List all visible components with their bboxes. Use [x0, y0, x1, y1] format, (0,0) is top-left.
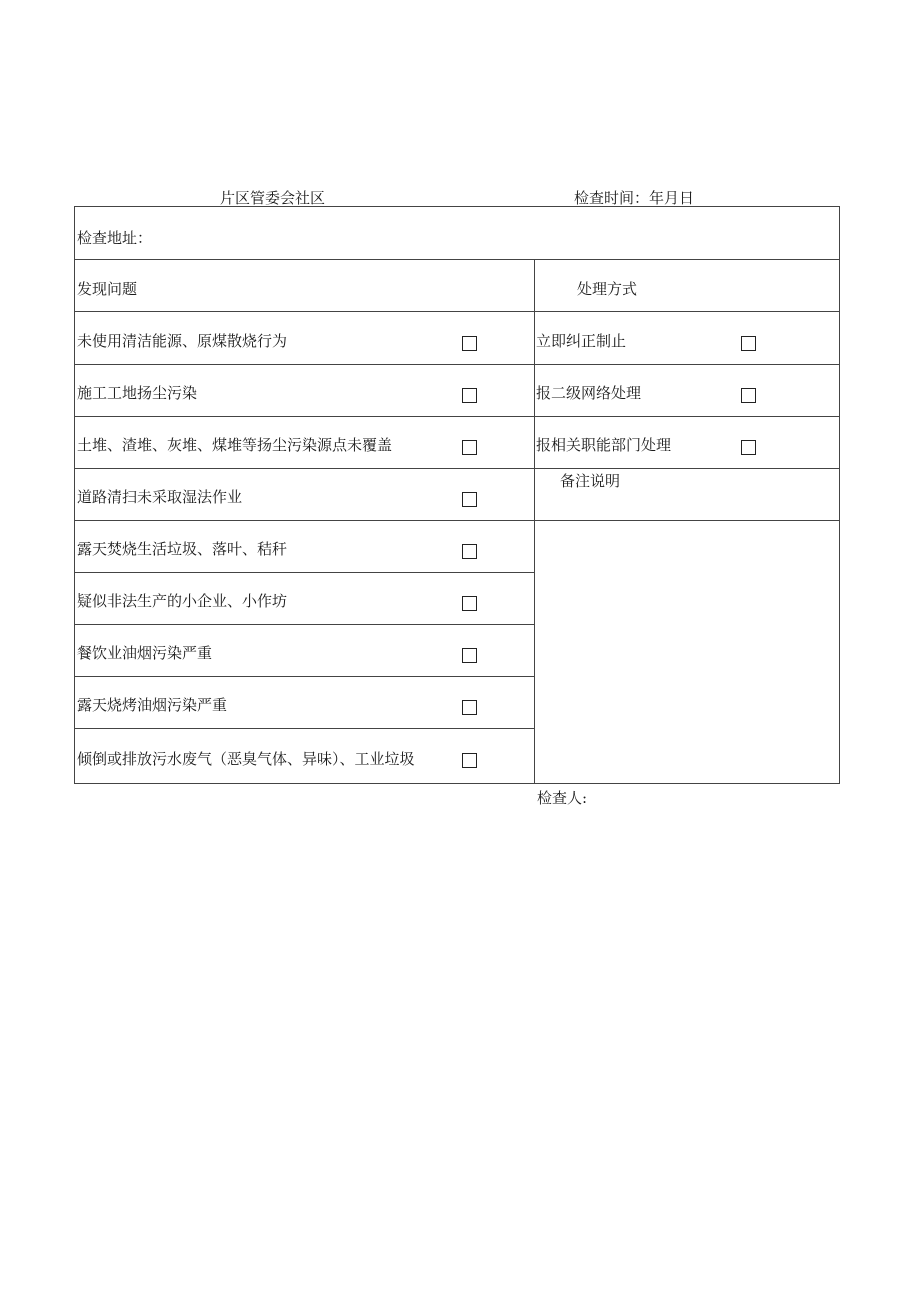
remarks-header: 备注说明	[560, 472, 621, 490]
row-divider	[75, 624, 534, 625]
row-divider	[75, 416, 839, 417]
problem-label: 露天焚烧生活垃圾、落叶、秸秆	[77, 540, 288, 558]
row-divider	[75, 572, 534, 573]
problem-label: 道路清扫未采取湿法作业	[77, 488, 243, 506]
row-divider	[75, 468, 839, 469]
handling-label: 报相关职能部门处理	[536, 436, 672, 454]
problem-label: 疑似非法生产的小企业、小作坊	[77, 592, 288, 610]
problem-label: 土堆、渣堆、灰堆、煤堆等扬尘污染源点未覆盖	[77, 436, 393, 454]
row-divider	[75, 728, 534, 729]
row-divider	[75, 676, 534, 677]
problem-label: 餐饮业油烟污染严重	[77, 644, 213, 662]
row-divider	[75, 311, 839, 312]
problem-checkbox[interactable]	[462, 388, 477, 403]
problem-checkbox[interactable]	[462, 336, 477, 351]
handling-label: 立即纠正制止	[536, 332, 627, 350]
problem-label: 未使用清洁能源、原煤散烧行为	[77, 332, 288, 350]
problem-label: 施工工地扬尘污染	[77, 384, 198, 402]
row-divider	[75, 364, 839, 365]
handling-label: 报二级网络处理	[536, 384, 642, 402]
problem-checkbox[interactable]	[462, 596, 477, 611]
problem-checkbox[interactable]	[462, 700, 477, 715]
inspection-form	[74, 206, 840, 784]
handling-checkbox[interactable]	[741, 440, 756, 455]
inspection-date-label: 检查时间：年月日	[574, 189, 695, 207]
problem-checkbox[interactable]	[462, 753, 477, 768]
problem-checkbox[interactable]	[462, 648, 477, 663]
handling-header: 处理方式	[577, 280, 638, 298]
problem-label: 露天烧烤油烟污染严重	[77, 696, 228, 714]
problems-header: 发现问题	[77, 280, 138, 298]
handling-checkbox[interactable]	[741, 336, 756, 351]
inspector-label: 检查人:	[537, 789, 588, 807]
problem-label: 倾倒或排放污水废气（恶臭气体、异味）、工业垃圾	[77, 750, 415, 768]
community-label: 片区管委会社区	[220, 189, 326, 207]
row-divider	[75, 259, 839, 260]
address-label: 检查地址：	[77, 229, 153, 247]
problem-checkbox[interactable]	[462, 544, 477, 559]
remarks-area[interactable]	[535, 521, 839, 783]
problem-checkbox[interactable]	[462, 440, 477, 455]
problem-checkbox[interactable]	[462, 492, 477, 507]
handling-checkbox[interactable]	[741, 388, 756, 403]
